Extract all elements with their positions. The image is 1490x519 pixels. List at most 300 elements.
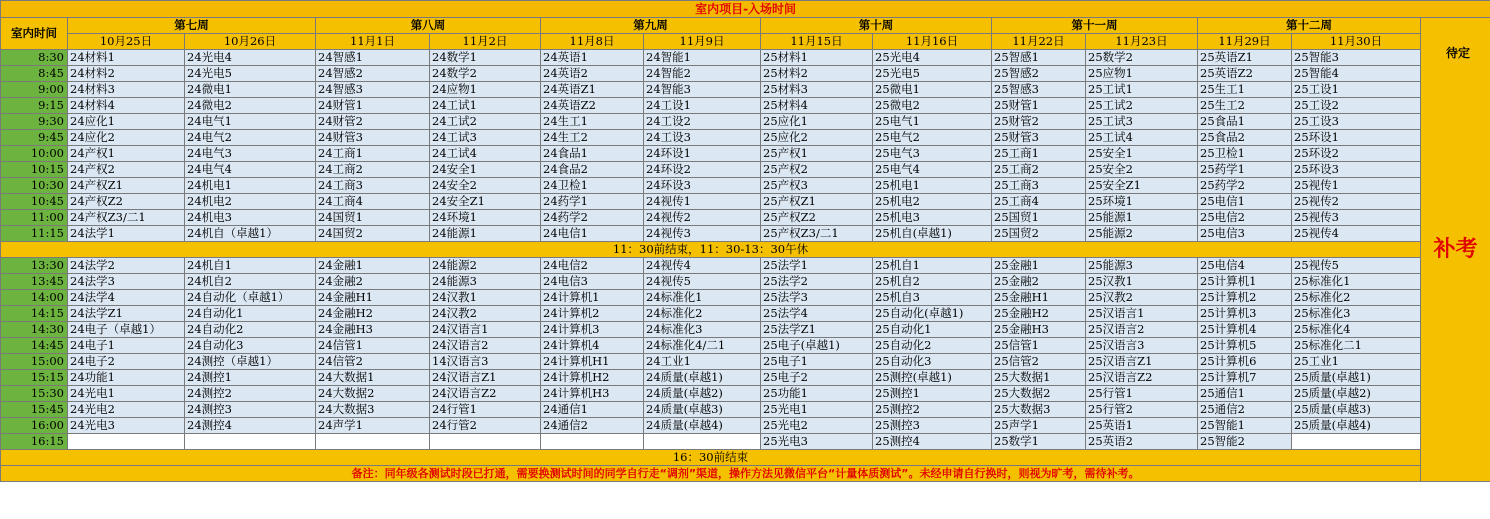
class-cell[interactable]: 25智能2 xyxy=(1198,434,1292,450)
class-cell[interactable]: 25汉语言3 xyxy=(1086,338,1198,354)
time-cell[interactable]: 16:15 xyxy=(1,434,68,450)
time-cell[interactable]: 11:00 xyxy=(1,210,68,226)
class-cell[interactable]: 25标准化4 xyxy=(1292,322,1421,338)
class-cell[interactable]: 24计算机3 xyxy=(541,322,644,338)
class-cell[interactable]: 25智感1 xyxy=(992,50,1086,66)
class-cell[interactable]: 24视传1 xyxy=(644,194,761,210)
class-cell[interactable]: 25工试4 xyxy=(1086,130,1198,146)
class-cell[interactable]: 24工设3 xyxy=(644,130,761,146)
date-header[interactable]: 11月9日 xyxy=(644,34,761,50)
class-cell[interactable]: 14汉语言3 xyxy=(430,354,541,370)
class-cell[interactable]: 25英语2 xyxy=(1086,434,1198,450)
date-header[interactable]: 11月22日 xyxy=(992,34,1086,50)
class-cell[interactable]: 24标准化4/二1 xyxy=(644,338,761,354)
class-cell[interactable]: 25生工2 xyxy=(1198,98,1292,114)
class-cell[interactable]: 25汉语言Z2 xyxy=(1086,370,1198,386)
class-cell[interactable]: 25金融H3 xyxy=(992,322,1086,338)
class-cell[interactable]: 24生工1 xyxy=(541,114,644,130)
class-cell[interactable]: 25机自3 xyxy=(873,290,992,306)
class-cell[interactable]: 25工商3 xyxy=(992,178,1086,194)
class-cell[interactable]: 25汉教2 xyxy=(1086,290,1198,306)
class-cell[interactable]: 24智感3 xyxy=(316,82,430,98)
class-cell[interactable]: 25电子(卓越1) xyxy=(761,338,873,354)
class-cell[interactable]: 25功能1 xyxy=(761,386,873,402)
class-cell[interactable]: 24光电4 xyxy=(185,50,316,66)
class-cell[interactable] xyxy=(1292,434,1421,450)
date-header[interactable]: 11月23日 xyxy=(1086,34,1198,50)
class-cell[interactable]: 24汉语言1 xyxy=(430,322,541,338)
class-cell[interactable]: 24电气1 xyxy=(185,114,316,130)
class-cell[interactable]: 25自动化3 xyxy=(873,354,992,370)
class-cell[interactable]: 25药学1 xyxy=(1198,162,1292,178)
class-cell[interactable]: 24工试3 xyxy=(430,130,541,146)
class-cell[interactable]: 24标准化1 xyxy=(644,290,761,306)
class-cell[interactable]: 24工试4 xyxy=(430,146,541,162)
class-cell[interactable]: 25英语1 xyxy=(1086,418,1198,434)
class-cell[interactable]: 25生工1 xyxy=(1198,82,1292,98)
class-cell[interactable]: 25电信4 xyxy=(1198,258,1292,274)
class-cell[interactable]: 24视传4 xyxy=(644,258,761,274)
class-cell[interactable]: 25微电2 xyxy=(873,98,992,114)
class-cell[interactable]: 24电子1 xyxy=(68,338,185,354)
class-cell[interactable]: 24大数据3 xyxy=(316,402,430,418)
week-header[interactable]: 第七周 xyxy=(68,18,316,34)
class-cell[interactable]: 24电子（卓越1） xyxy=(68,322,185,338)
class-cell[interactable]: 25电气2 xyxy=(873,130,992,146)
class-cell[interactable]: 25财管1 xyxy=(992,98,1086,114)
time-cell[interactable]: 13:30 xyxy=(1,258,68,274)
class-cell[interactable]: 24计算机1 xyxy=(541,290,644,306)
class-cell[interactable]: 24测控4 xyxy=(185,418,316,434)
class-cell[interactable]: 25产权2 xyxy=(761,162,873,178)
class-cell[interactable]: 24智感1 xyxy=(316,50,430,66)
date-header[interactable]: 11月16日 xyxy=(873,34,992,50)
class-cell[interactable]: 25信管1 xyxy=(992,338,1086,354)
class-cell[interactable]: 24产权2 xyxy=(68,162,185,178)
class-cell[interactable]: 24视传5 xyxy=(644,274,761,290)
class-cell[interactable]: 24数学2 xyxy=(430,66,541,82)
class-cell[interactable]: 24测控1 xyxy=(185,370,316,386)
class-cell[interactable]: 25数学1 xyxy=(992,434,1086,450)
class-cell[interactable]: 25汉教1 xyxy=(1086,274,1198,290)
class-cell[interactable]: 25测控4 xyxy=(873,434,992,450)
date-header[interactable]: 11月29日 xyxy=(1198,34,1292,50)
time-cell[interactable]: 10:15 xyxy=(1,162,68,178)
class-cell[interactable]: 24通信1 xyxy=(541,402,644,418)
class-cell[interactable]: 25材料1 xyxy=(761,50,873,66)
class-cell[interactable]: 25光电1 xyxy=(761,402,873,418)
class-cell[interactable]: 24工试2 xyxy=(430,114,541,130)
class-cell[interactable]: 24行管2 xyxy=(430,418,541,434)
class-cell[interactable]: 25计算机5 xyxy=(1198,338,1292,354)
class-cell[interactable]: 25金融H1 xyxy=(992,290,1086,306)
class-cell[interactable]: 24材料2 xyxy=(68,66,185,82)
class-cell[interactable]: 24机自（卓越1） xyxy=(185,226,316,242)
class-cell[interactable]: 24机自1 xyxy=(185,258,316,274)
time-cell[interactable]: 14:30 xyxy=(1,322,68,338)
class-cell[interactable]: 25视传1 xyxy=(1292,178,1421,194)
class-cell[interactable]: 25安全2 xyxy=(1086,162,1198,178)
class-cell[interactable]: 25材料3 xyxy=(761,82,873,98)
class-cell[interactable]: 25测控3 xyxy=(873,418,992,434)
class-cell[interactable]: 25财管3 xyxy=(992,130,1086,146)
class-cell[interactable]: 25计算机2 xyxy=(1198,290,1292,306)
time-cell[interactable]: 14:45 xyxy=(1,338,68,354)
class-cell[interactable]: 24智能2 xyxy=(644,66,761,82)
class-cell[interactable]: 24电信3 xyxy=(541,274,644,290)
class-cell[interactable]: 25英语Z1 xyxy=(1198,50,1292,66)
class-cell[interactable]: 25应化2 xyxy=(761,130,873,146)
class-cell[interactable]: 24质量(卓越1) xyxy=(644,370,761,386)
class-cell[interactable]: 24光电3 xyxy=(68,418,185,434)
class-cell[interactable]: 24金融H1 xyxy=(316,290,430,306)
class-cell[interactable]: 25计算机1 xyxy=(1198,274,1292,290)
class-cell[interactable]: 25环设3 xyxy=(1292,162,1421,178)
class-cell[interactable]: 24通信2 xyxy=(541,418,644,434)
class-cell[interactable]: 25环设1 xyxy=(1292,130,1421,146)
class-cell[interactable]: 25法学Z1 xyxy=(761,322,873,338)
class-cell[interactable]: 25食品2 xyxy=(1198,130,1292,146)
class-cell[interactable]: 25电子1 xyxy=(761,354,873,370)
class-cell[interactable]: 24光电5 xyxy=(185,66,316,82)
class-cell[interactable]: 25英语Z2 xyxy=(1198,66,1292,82)
class-cell[interactable]: 24计算机2 xyxy=(541,306,644,322)
class-cell[interactable]: 25计算机4 xyxy=(1198,322,1292,338)
class-cell[interactable]: 24金融H2 xyxy=(316,306,430,322)
class-cell[interactable]: 24食品2 xyxy=(541,162,644,178)
date-header[interactable]: 11月8日 xyxy=(541,34,644,50)
class-cell[interactable]: 25视传5 xyxy=(1292,258,1421,274)
class-cell[interactable]: 24环设3 xyxy=(644,178,761,194)
class-cell[interactable]: 25电信2 xyxy=(1198,210,1292,226)
class-cell[interactable]: 25能源2 xyxy=(1086,226,1198,242)
class-cell[interactable]: 24标准化3 xyxy=(644,322,761,338)
week-header[interactable]: 第八周 xyxy=(316,18,541,34)
class-cell[interactable]: 25产权3 xyxy=(761,178,873,194)
class-cell[interactable]: 24视传3 xyxy=(644,226,761,242)
time-cell[interactable]: 10:00 xyxy=(1,146,68,162)
sheet-title[interactable]: 室内项目-入场时间 xyxy=(1,1,1490,18)
class-cell[interactable]: 25产权Z1 xyxy=(761,194,873,210)
class-cell[interactable]: 25光电3 xyxy=(761,434,873,450)
class-cell[interactable]: 24工业1 xyxy=(644,354,761,370)
time-cell[interactable]: 15:45 xyxy=(1,402,68,418)
class-cell[interactable] xyxy=(185,434,316,450)
class-cell[interactable]: 24计算机H3 xyxy=(541,386,644,402)
pending-column[interactable] xyxy=(1421,18,1490,482)
class-cell[interactable]: 24工设1 xyxy=(644,98,761,114)
class-cell[interactable]: 24安全1 xyxy=(430,162,541,178)
class-cell[interactable]: 24金融2 xyxy=(316,274,430,290)
class-cell[interactable]: 24汉语言Z2 xyxy=(430,386,541,402)
class-cell[interactable]: 24电气2 xyxy=(185,130,316,146)
week-header[interactable]: 第九周 xyxy=(541,18,761,34)
class-cell[interactable]: 24英语1 xyxy=(541,50,644,66)
class-cell[interactable]: 24自动化2 xyxy=(185,322,316,338)
class-cell[interactable]: 25环境1 xyxy=(1086,194,1198,210)
class-cell[interactable]: 25电信3 xyxy=(1198,226,1292,242)
class-cell[interactable]: 25大数据2 xyxy=(992,386,1086,402)
class-cell[interactable]: 25通信1 xyxy=(1198,386,1292,402)
class-cell[interactable]: 25安全Z1 xyxy=(1086,178,1198,194)
class-cell[interactable]: 25电气3 xyxy=(873,146,992,162)
class-cell[interactable]: 25能源1 xyxy=(1086,210,1198,226)
time-cell[interactable]: 15:00 xyxy=(1,354,68,370)
class-cell[interactable]: 25微电1 xyxy=(873,82,992,98)
class-cell[interactable]: 25光电5 xyxy=(873,66,992,82)
class-cell[interactable]: 25工试2 xyxy=(1086,98,1198,114)
class-cell[interactable]: 24智能1 xyxy=(644,50,761,66)
class-cell[interactable]: 25光电2 xyxy=(761,418,873,434)
class-cell[interactable]: 25计算机7 xyxy=(1198,370,1292,386)
class-cell[interactable]: 25行管2 xyxy=(1086,402,1198,418)
class-cell[interactable]: 24自动化1 xyxy=(185,306,316,322)
corner-cell[interactable]: 室内时间 xyxy=(1,18,68,50)
class-cell[interactable]: 25视传4 xyxy=(1292,226,1421,242)
lunch-break-banner[interactable]: 11：30前结束，11：30-13：30午休 xyxy=(1,242,1421,258)
class-cell[interactable]: 25国贸1 xyxy=(992,210,1086,226)
class-cell[interactable]: 25标准化2 xyxy=(1292,290,1421,306)
class-cell[interactable]: 24机电1 xyxy=(185,178,316,194)
class-cell[interactable]: 24数学1 xyxy=(430,50,541,66)
class-cell[interactable]: 24大数据2 xyxy=(316,386,430,402)
class-cell[interactable]: 24财管2 xyxy=(316,114,430,130)
class-cell[interactable]: 25产权Z2 xyxy=(761,210,873,226)
class-cell[interactable]: 24机自2 xyxy=(185,274,316,290)
class-cell[interactable]: 24药学2 xyxy=(541,210,644,226)
class-cell[interactable]: 24机电3 xyxy=(185,210,316,226)
class-cell[interactable]: 25法学2 xyxy=(761,274,873,290)
class-cell[interactable]: 25电气4 xyxy=(873,162,992,178)
class-cell[interactable]: 25机电2 xyxy=(873,194,992,210)
class-cell[interactable]: 24微电2 xyxy=(185,98,316,114)
class-cell[interactable]: 25食品1 xyxy=(1198,114,1292,130)
class-cell[interactable]: 24工商2 xyxy=(316,162,430,178)
class-cell[interactable]: 24测控（卓越1） xyxy=(185,354,316,370)
class-cell[interactable]: 24生工2 xyxy=(541,130,644,146)
class-cell[interactable]: 25数学2 xyxy=(1086,50,1198,66)
class-cell[interactable]: 25测控1 xyxy=(873,386,992,402)
class-cell[interactable]: 24应化1 xyxy=(68,114,185,130)
class-cell[interactable]: 25环设2 xyxy=(1292,146,1421,162)
class-cell[interactable]: 24电子2 xyxy=(68,354,185,370)
class-cell[interactable]: 25电气1 xyxy=(873,114,992,130)
class-cell[interactable]: 24智感2 xyxy=(316,66,430,82)
time-cell[interactable]: 9:30 xyxy=(1,114,68,130)
class-cell[interactable]: 25标准化1 xyxy=(1292,274,1421,290)
class-cell[interactable]: 24自动化（卓越1） xyxy=(185,290,316,306)
class-cell[interactable]: 25工试3 xyxy=(1086,114,1198,130)
time-cell[interactable]: 15:15 xyxy=(1,370,68,386)
class-cell[interactable]: 24测控3 xyxy=(185,402,316,418)
class-cell[interactable]: 25产权1 xyxy=(761,146,873,162)
class-cell[interactable]: 24功能1 xyxy=(68,370,185,386)
class-cell[interactable]: 25金融2 xyxy=(992,274,1086,290)
class-cell[interactable]: 24国贸2 xyxy=(316,226,430,242)
end-time-banner[interactable]: 16：30前结束 xyxy=(1,450,1421,466)
class-cell[interactable]: 24汉教2 xyxy=(430,306,541,322)
class-cell[interactable]: 24金融1 xyxy=(316,258,430,274)
time-cell[interactable]: 9:00 xyxy=(1,82,68,98)
class-cell[interactable]: 24工设2 xyxy=(644,114,761,130)
class-cell[interactable]: 24信管1 xyxy=(316,338,430,354)
class-cell[interactable]: 24能源1 xyxy=(430,226,541,242)
class-cell[interactable]: 25产权Z3/二1 xyxy=(761,226,873,242)
class-cell[interactable]: 25材料4 xyxy=(761,98,873,114)
class-cell[interactable]: 25金融1 xyxy=(992,258,1086,274)
class-cell[interactable]: 25机自2 xyxy=(873,274,992,290)
class-cell[interactable]: 24机电2 xyxy=(185,194,316,210)
class-cell[interactable]: 24测控2 xyxy=(185,386,316,402)
class-cell[interactable]: 25工商2 xyxy=(992,162,1086,178)
class-cell[interactable]: 25工业1 xyxy=(1292,354,1421,370)
class-cell[interactable]: 25视传2 xyxy=(1292,194,1421,210)
class-cell[interactable]: 24声学1 xyxy=(316,418,430,434)
class-cell[interactable] xyxy=(541,434,644,450)
time-cell[interactable]: 9:45 xyxy=(1,130,68,146)
class-cell[interactable]: 24光电2 xyxy=(68,402,185,418)
week-header[interactable]: 第十二周 xyxy=(1198,18,1421,34)
class-cell[interactable]: 24材料4 xyxy=(68,98,185,114)
time-cell[interactable]: 10:30 xyxy=(1,178,68,194)
class-cell[interactable]: 24产权Z2 xyxy=(68,194,185,210)
class-cell[interactable]: 25国贸2 xyxy=(992,226,1086,242)
class-cell[interactable]: 24微电1 xyxy=(185,82,316,98)
class-cell[interactable]: 25智能1 xyxy=(1198,418,1292,434)
time-cell[interactable]: 11:15 xyxy=(1,226,68,242)
class-cell[interactable]: 24法学4 xyxy=(68,290,185,306)
class-cell[interactable]: 24汉语言2 xyxy=(430,338,541,354)
class-cell[interactable]: 24计算机H1 xyxy=(541,354,644,370)
class-cell[interactable]: 24环境1 xyxy=(430,210,541,226)
class-cell[interactable]: 25通信2 xyxy=(1198,402,1292,418)
class-cell[interactable]: 25工设2 xyxy=(1292,98,1421,114)
class-cell[interactable]: 25机自(卓越1) xyxy=(873,226,992,242)
time-cell[interactable]: 16:00 xyxy=(1,418,68,434)
class-cell[interactable]: 24工商3 xyxy=(316,178,430,194)
class-cell[interactable]: 24质量(卓越2) xyxy=(644,386,761,402)
date-header[interactable]: 11月2日 xyxy=(430,34,541,50)
class-cell[interactable]: 25标准化二1 xyxy=(1292,338,1421,354)
class-cell[interactable]: 25自动化1 xyxy=(873,322,992,338)
class-cell[interactable]: 25法学1 xyxy=(761,258,873,274)
time-cell[interactable]: 14:00 xyxy=(1,290,68,306)
class-cell[interactable]: 24产权Z3/二1 xyxy=(68,210,185,226)
class-cell[interactable]: 24安全Z1 xyxy=(430,194,541,210)
week-header[interactable]: 第十周 xyxy=(761,18,992,34)
class-cell[interactable]: 24产权1 xyxy=(68,146,185,162)
class-cell[interactable]: 25工试1 xyxy=(1086,82,1198,98)
class-cell[interactable]: 24法学Z1 xyxy=(68,306,185,322)
time-cell[interactable]: 9:15 xyxy=(1,98,68,114)
class-cell[interactable]: 25声学1 xyxy=(992,418,1086,434)
class-cell[interactable]: 24质量(卓越4) xyxy=(644,418,761,434)
class-cell[interactable]: 25汉语言Z1 xyxy=(1086,354,1198,370)
class-cell[interactable]: 25工设3 xyxy=(1292,114,1421,130)
class-cell[interactable]: 25药学2 xyxy=(1198,178,1292,194)
class-cell[interactable]: 24环设2 xyxy=(644,162,761,178)
class-cell[interactable]: 25大数据1 xyxy=(992,370,1086,386)
class-cell[interactable]: 24电气4 xyxy=(185,162,316,178)
class-cell[interactable]: 24自动化3 xyxy=(185,338,316,354)
class-cell[interactable]: 25机电1 xyxy=(873,178,992,194)
class-cell[interactable]: 24国贸1 xyxy=(316,210,430,226)
class-cell[interactable]: 25法学4 xyxy=(761,306,873,322)
class-cell[interactable]: 24英语Z1 xyxy=(541,82,644,98)
class-cell[interactable]: 25财管2 xyxy=(992,114,1086,130)
class-cell[interactable]: 25行管1 xyxy=(1086,386,1198,402)
class-cell[interactable]: 25测控(卓越1) xyxy=(873,370,992,386)
class-cell[interactable]: 25应物1 xyxy=(1086,66,1198,82)
time-cell[interactable]: 15:30 xyxy=(1,386,68,402)
class-cell[interactable]: 24质量(卓越3) xyxy=(644,402,761,418)
class-cell[interactable]: 25视传3 xyxy=(1292,210,1421,226)
time-cell[interactable]: 8:45 xyxy=(1,66,68,82)
class-cell[interactable]: 24药学1 xyxy=(541,194,644,210)
class-cell[interactable]: 24安全2 xyxy=(430,178,541,194)
class-cell[interactable]: 24计算机H2 xyxy=(541,370,644,386)
class-cell[interactable]: 24光电1 xyxy=(68,386,185,402)
class-cell[interactable]: 25法学3 xyxy=(761,290,873,306)
week-header[interactable]: 第十一周 xyxy=(992,18,1198,34)
class-cell[interactable] xyxy=(316,434,430,450)
class-cell[interactable]: 25汉语言2 xyxy=(1086,322,1198,338)
class-cell[interactable]: 24英语Z2 xyxy=(541,98,644,114)
class-cell[interactable]: 24食品1 xyxy=(541,146,644,162)
class-cell[interactable]: 24环设1 xyxy=(644,146,761,162)
class-cell[interactable]: 24法学3 xyxy=(68,274,185,290)
class-cell[interactable]: 25测控2 xyxy=(873,402,992,418)
class-cell[interactable]: 24电信1 xyxy=(541,226,644,242)
class-cell[interactable]: 24汉语言Z1 xyxy=(430,370,541,386)
class-cell[interactable]: 24工商4 xyxy=(316,194,430,210)
class-cell[interactable]: 25自动化(卓越1) xyxy=(873,306,992,322)
class-cell[interactable]: 25机自1 xyxy=(873,258,992,274)
class-cell[interactable]: 24大数据1 xyxy=(316,370,430,386)
class-cell[interactable]: 24应化2 xyxy=(68,130,185,146)
class-cell[interactable]: 25材料2 xyxy=(761,66,873,82)
class-cell[interactable]: 25电信1 xyxy=(1198,194,1292,210)
class-cell[interactable]: 25大数据3 xyxy=(992,402,1086,418)
time-cell[interactable]: 8:30 xyxy=(1,50,68,66)
class-cell[interactable]: 25标准化3 xyxy=(1292,306,1421,322)
class-cell[interactable]: 24材料1 xyxy=(68,50,185,66)
class-cell[interactable]: 25质量(卓越2) xyxy=(1292,386,1421,402)
class-cell[interactable]: 24材料3 xyxy=(68,82,185,98)
class-cell[interactable]: 24金融H3 xyxy=(316,322,430,338)
class-cell[interactable]: 25信管2 xyxy=(992,354,1086,370)
class-cell[interactable]: 25质量(卓越1) xyxy=(1292,370,1421,386)
date-header[interactable]: 11月30日 xyxy=(1292,34,1421,50)
class-cell[interactable]: 25质量(卓越4) xyxy=(1292,418,1421,434)
class-cell[interactable]: 24电信2 xyxy=(541,258,644,274)
class-cell[interactable]: 24智能3 xyxy=(644,82,761,98)
class-cell[interactable]: 25能源3 xyxy=(1086,258,1198,274)
class-cell[interactable]: 25应化1 xyxy=(761,114,873,130)
remark-note[interactable]: 备注：同年级各测试时段已打通，需要换测试时间的同学自行走“调剂”渠道，操作方法见微信平台“计量体质测试”。未经申请自行换时，则视为旷考，需待补考。 xyxy=(1,466,1490,482)
class-cell[interactable]: 24卫检1 xyxy=(541,178,644,194)
class-cell[interactable]: 25电子2 xyxy=(761,370,873,386)
class-cell[interactable]: 24财管3 xyxy=(316,130,430,146)
class-cell[interactable]: 24工试1 xyxy=(430,98,541,114)
class-cell[interactable]: 25计算机6 xyxy=(1198,354,1292,370)
date-header[interactable]: 10月25日 xyxy=(68,34,185,50)
class-cell[interactable]: 24电气3 xyxy=(185,146,316,162)
class-cell[interactable]: 25智感2 xyxy=(992,66,1086,82)
class-cell[interactable]: 25智能3 xyxy=(1292,50,1421,66)
class-cell[interactable]: 24信管2 xyxy=(316,354,430,370)
class-cell[interactable]: 24计算机4 xyxy=(541,338,644,354)
